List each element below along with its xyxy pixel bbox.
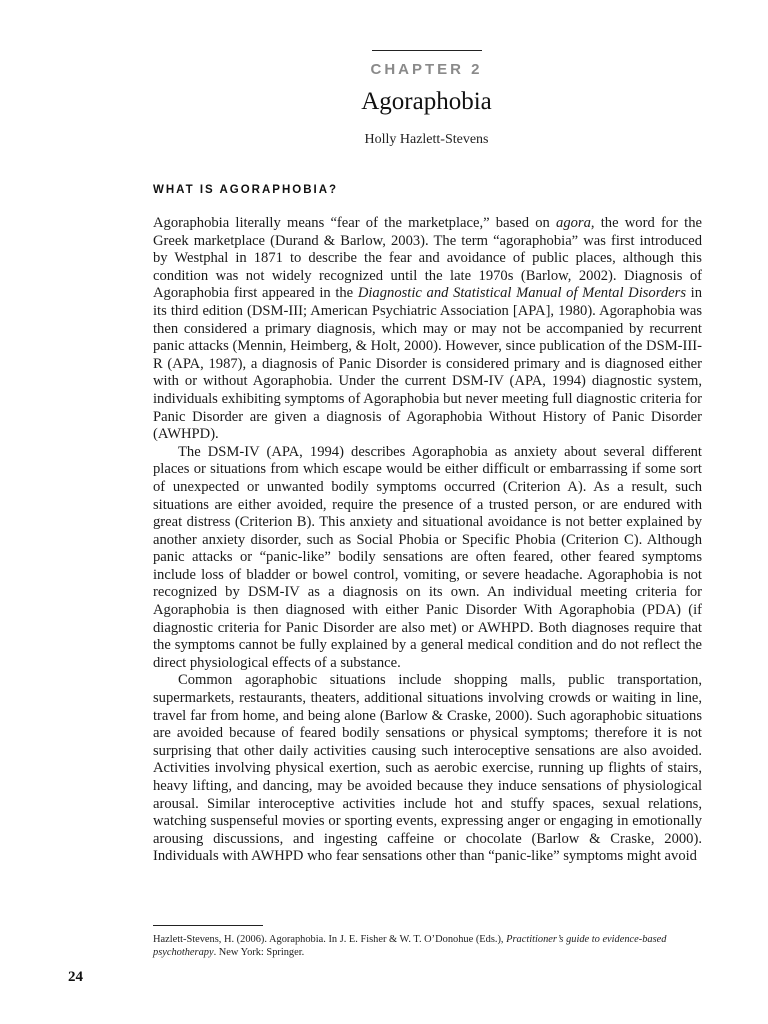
footnote bbox=[153, 933, 708, 959]
paragraph-1-part-e: in its third edition (DSM-III; American Psychiatric Association [APA], 1980). Agoraphobia was then considered a primary diagnosis, which may or may not be accompanied by recurrent panic attacks (Mennin, Heimberg, & Holt, 2000). However, since publication of the DSM-III-R (APA, 1987), a diagnosis of Panic Disorder is considered primary and is diagnosed either with or without Agoraphobia. Under the current DSM-IV (APA, 1994) diagnostic system, individuals exhibiting symptoms of Agoraphobia but never meeting full diagnostic criteria for Panic Disorder are given a diagnosis of Agoraphobia Without History of Panic Disorder (AWHPD). bbox=[153, 285, 703, 443]
body-text bbox=[153, 215, 702, 866]
footnote-part-c: . New York: Springer. bbox=[213, 947, 305, 958]
paragraph-1-italic-agora: agora bbox=[556, 215, 591, 231]
page-number: 24 bbox=[68, 969, 83, 985]
chapter-label: CHAPTER 2 bbox=[370, 61, 483, 78]
footnote-rule bbox=[153, 925, 263, 926]
footnote-part-a: Hazlett-Stevens, H. (2006). Agoraphobia. In J. E. Fisher & W. T. O’Donohue (Eds.), bbox=[153, 934, 507, 945]
paragraph-1 bbox=[153, 215, 702, 444]
section-heading: WHAT IS AGORAPHOBIA? bbox=[153, 184, 339, 196]
paragraph-1-part-a: Agoraphobia literally means “fear of the marketplace,” based on bbox=[153, 215, 557, 231]
chapter-top-rule bbox=[372, 50, 482, 51]
footnote-italic-book-title: Practitioner’s guide to evidence-based psychotherapy bbox=[153, 934, 667, 958]
chapter-title: Agoraphobia bbox=[361, 88, 492, 115]
paragraph-2: The DSM-IV (APA, 1994) describes Agoraphobia as anxiety about several different places or situations from which escape would be either difficult or embarrassing if some sort of unexpected or unwanted bodily symptoms occurred (Criterion A). As a result, such situations are either avoided, require the presence of a trusted person, or are endured with great distress (Criterion B). This anxiety and situational avoidance is not better explained by another anxiety disorder, such as Social Phobia or Specific Phobia (Criterion C). Although panic attacks or “panic-like” bodily sensations are often feared, other feared symptoms include loss of bladder or bowel control, vomiting, or severe headache. Agoraphobia is not recognized by DSM-IV as a diagnosis on its own. An individual meeting criteria for Agoraphobia is then diagnosed with either Panic Disorder With Agoraphobia (PDA) (if diagnostic criteria for Panic Disorder are also met) or AWHPD. Both diagnoses require that the symptoms cannot be fully explained by a general medical condition and do not reflect the direct physiological effects of a substance. bbox=[153, 443, 702, 671]
author-name: Holly Hazlett-Stevens bbox=[364, 132, 489, 147]
paragraph-1-part-c: , the word for the Greek marketplace (Durand & Barlow, 2003). The term “agoraphobia” was first introduced by Westphal in 1871 to describe the fear and avoidance of public places, although this condition was not widely recognized until the late 1970s (Barlow, 2002). Diagnosis of Agoraphobia first appeared in the bbox=[153, 215, 702, 302]
paragraph-3: Common agoraphobic situations include shopping malls, public transportation, supermarkets, restaurants, theaters, additional situations involving crowds or waiting in line, travel far from home, and being alone (Barlow & Craske, 2000). Such agoraphobic situations are avoided because of feared bodily sensations or physical symptoms; therefore it is not surprising that other daily activities causing such interoceptive sensations are also avoided. Activities involving physical exertion, such as aerobic exercise, running up flights of stairs, heavy lifting, and dancing, may be avoided because they induce sensations of physiological arousal. Similar interoceptive activities include hot and stuffy spaces, sexual relations, watching suspenseful movies or sporting events, expressing anger or engaging in emotionally arousing discussions, and ingesting caffeine or chocolate (Barlow & Craske, 2000). Individuals with AWHPD who fear sensations other than “panic-like” symptoms might avoid bbox=[153, 672, 702, 865]
paragraph-1-italic-dsm-title: Diagnostic and Statistical Manual of Mental Disorders bbox=[357, 285, 686, 302]
